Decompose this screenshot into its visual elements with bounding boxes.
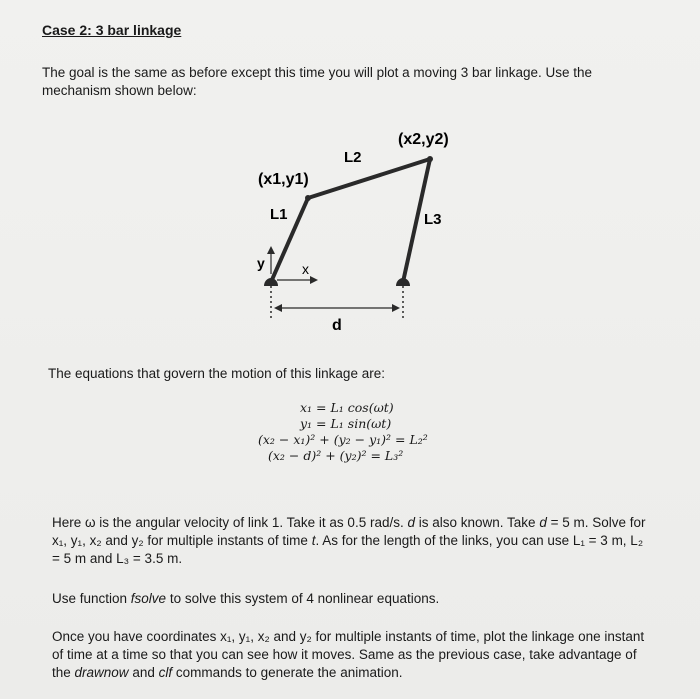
clf-command: clf bbox=[158, 665, 173, 680]
here-text-4: . As for the length of the links, you can use L₁ = 3 m, L₂ = 5 m and L₃ = 3.5 m. bbox=[52, 533, 644, 566]
here-text-d: d bbox=[407, 515, 415, 530]
label-l1: L1 bbox=[270, 206, 288, 223]
here-text-t: t bbox=[311, 533, 316, 548]
fsolve-text-1: Use function bbox=[52, 591, 131, 606]
joint-p1 bbox=[305, 195, 311, 201]
y-arrowhead bbox=[267, 246, 275, 254]
x-arrowhead bbox=[310, 276, 318, 284]
joint-p2 bbox=[427, 156, 433, 162]
here-text-3: = 5 m. Solve for x₁, y₁, x₂ and y₂ for multiple instants of time bbox=[52, 515, 646, 548]
here-text-d2: d bbox=[539, 515, 547, 530]
coord-text-1: Once you have coordinates x₁, y₁, x₂ and y₂ for multiple instants of time, plot the linkage one instant of time at a time so that you can see how it moves. Same as the previous case, take advantage of the bbox=[52, 629, 645, 680]
arrowhead-right bbox=[392, 304, 400, 312]
fsolve-paragraph bbox=[52, 590, 662, 608]
fsolve-text-2: to solve this system of 4 nonlinear equations. bbox=[166, 591, 440, 606]
equation-2: y₁ = L₁ sin(ωt) bbox=[300, 416, 392, 431]
label-x-axis: x bbox=[302, 261, 309, 277]
goal-paragraph: The goal is the same as before except this time you will plot a moving 3 bar linkage. Use the mechanism shown below: bbox=[42, 65, 593, 98]
parameters-paragraph bbox=[52, 514, 652, 568]
equation-4: (x₂ − d)² + (y₂)² = L₃² bbox=[268, 448, 404, 463]
linkage-diagram bbox=[240, 122, 470, 342]
fsolve-function-name: fsolve bbox=[130, 591, 167, 606]
section-heading: Case 2: 3 bar linkage bbox=[42, 22, 182, 38]
drawnow-command: drawnow bbox=[74, 665, 129, 680]
label-d: d bbox=[332, 317, 342, 334]
here-text-1: Here ω is the angular velocity of link 1. Take it as 0.5 rad/s. bbox=[52, 515, 408, 530]
link-l2 bbox=[308, 159, 430, 198]
equations-intro: The equations that govern the motion of this linkage are: bbox=[48, 366, 385, 381]
equation-3: (x₂ − x₁)² + (y₂ − y₁)² = L₂² bbox=[258, 432, 428, 447]
equations-block bbox=[250, 400, 480, 464]
label-l2: L2 bbox=[344, 149, 362, 166]
label-p1: (x1,y1) bbox=[258, 171, 309, 188]
label-l3: L3 bbox=[424, 211, 442, 228]
label-p2: (x2,y2) bbox=[398, 131, 449, 148]
ground-pivot-left bbox=[264, 278, 278, 286]
ground-pivot-right bbox=[396, 278, 410, 286]
arrowhead-left bbox=[274, 304, 282, 312]
animation-paragraph bbox=[52, 628, 652, 682]
equation-1: x₁ = L₁ cos(ωt) bbox=[300, 400, 394, 415]
here-text-2: is also known. Take bbox=[414, 515, 540, 530]
coord-text-2: and bbox=[128, 665, 159, 680]
coord-text-3: commands to generate the animation. bbox=[172, 665, 403, 680]
label-y-axis: y bbox=[257, 255, 265, 271]
